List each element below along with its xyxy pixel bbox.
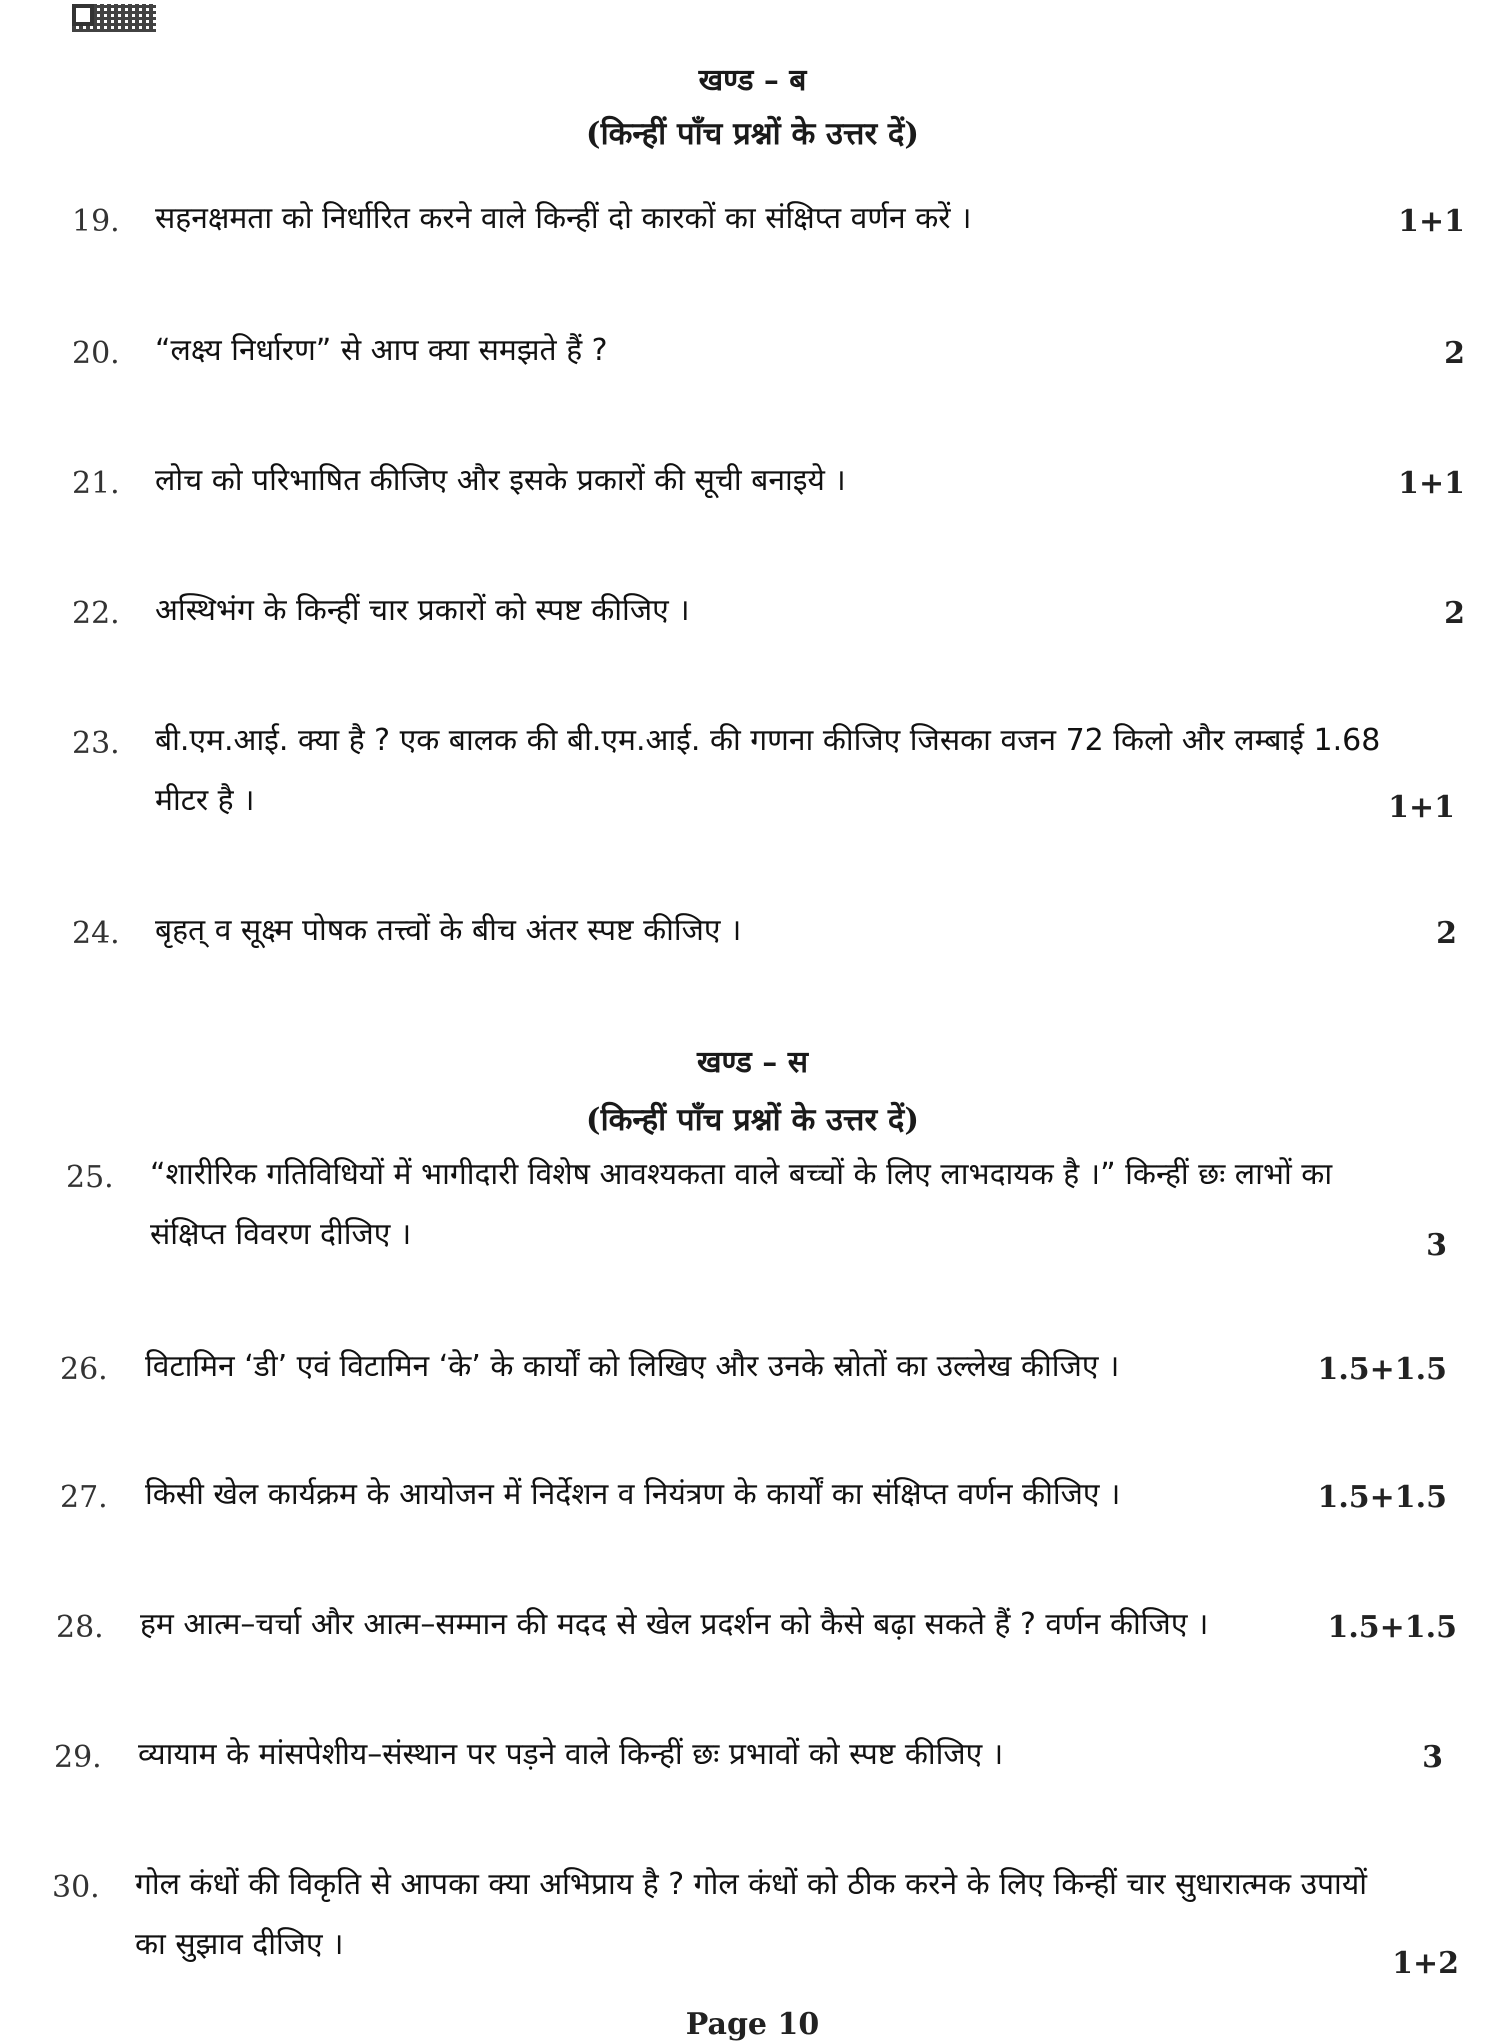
question-marks: 1.5+1.5: [1317, 1352, 1447, 1387]
section-c-title: खण्ड – स: [696, 1045, 808, 1080]
question-text: गोल कंधों की विकृति से आपका क्या अभिप्राय है ? गोल कंधों को ठीक करने के लिए किन्हीं चार सुधारात्मक उपायों का सुझाव दीजिए ।: [135, 1867, 1367, 1962]
question-marks: 1.5+1.5: [1327, 1610, 1457, 1645]
question-number: 29.: [54, 1740, 102, 1775]
question-text: हम आत्म–चर्चा और आत्म–सम्मान की मदद से खेल प्रदर्शन को कैसे बढ़ा सकते हैं ? वर्णन कीजिए ।: [140, 1607, 1209, 1642]
question-number: 22.: [72, 596, 120, 631]
qr-code-icon: [72, 4, 156, 32]
question-number: 25.: [66, 1160, 114, 1195]
question-marks: 1+1: [1398, 466, 1465, 501]
section-b-instruction: (किन्हीं पाँच प्रश्नों के उत्तर दें): [585, 116, 920, 152]
question-number: 23.: [72, 726, 120, 761]
page-number: Page 10: [685, 2007, 820, 2042]
question-marks: 1.5+1.5: [1317, 1480, 1447, 1515]
question-number: 21.: [72, 466, 120, 501]
question-number: 24.: [72, 916, 120, 951]
question-text: बी.एम.आई. क्या है ? एक बालक की बी.एम.आई. की गणना कीजिए जिसका वजन 72 किलो और लम्बाई 1.68 मीटर है ।: [155, 723, 1381, 818]
question-text: बृहत् व सूक्ष्म पोषक तत्त्वों के बीच अंतर स्पष्ट कीजिए ।: [155, 913, 742, 948]
question-number: 19.: [72, 204, 120, 239]
question-marks: 1+1: [1388, 790, 1455, 825]
question-marks: 3: [1422, 1740, 1443, 1775]
section-c-instruction: (किन्हीं पाँच प्रश्नों के उत्तर दें): [585, 1102, 920, 1138]
question-marks: 2: [1444, 336, 1465, 371]
question-number: 26.: [60, 1352, 108, 1387]
question-text: अस्थिभंग के किन्हीं चार प्रकारों को स्पष्ट कीजिए ।: [155, 593, 690, 628]
question-marks: 2: [1436, 916, 1457, 951]
question-number: 28.: [56, 1610, 104, 1645]
section-b-title: खण्ड – ब: [698, 63, 807, 98]
question-text: “शारीरिक गतिविधियों में भागीदारी विशेष आवश्यकता वाले बच्चों के लिए लाभदायक है ।” किन्हीं छः लाभों का संक्षिप्त विवरण दीजिए ।: [150, 1157, 1333, 1252]
question-marks: 1+2: [1392, 1946, 1459, 1981]
question-number: 27.: [60, 1480, 108, 1515]
question-text: सहनक्षमता को निर्धारित करने वाले किन्हीं दो कारकों का संक्षिप्त वर्णन करें ।: [155, 201, 972, 236]
question-marks: 3: [1426, 1228, 1447, 1263]
question-text: किसी खेल कार्यक्रम के आयोजन में निर्देशन व नियंत्रण के कार्यों का संक्षिप्त वर्णन कीजिए ।: [145, 1477, 1121, 1512]
question-marks: 1+1: [1398, 204, 1465, 239]
question-number: 30.: [52, 1870, 100, 1905]
question-text: लोच को परिभाषित कीजिए और इसके प्रकारों की सूची बनाइये ।: [155, 463, 846, 498]
question-text: विटामिन ‘डी’ एवं विटामिन ‘के’ के कार्यों को लिखिए और उनके स्रोतों का उल्लेख कीजिए ।: [145, 1349, 1120, 1384]
question-text: “लक्ष्य निर्धारण” से आप क्या समझते हैं ?: [155, 333, 608, 368]
question-number: 20.: [72, 336, 120, 371]
question-text: व्यायाम के मांसपेशीय–संस्थान पर पड़ने वाले किन्हीं छः प्रभावों को स्पष्ट कीजिए ।: [138, 1737, 1004, 1772]
question-marks: 2: [1444, 596, 1465, 631]
